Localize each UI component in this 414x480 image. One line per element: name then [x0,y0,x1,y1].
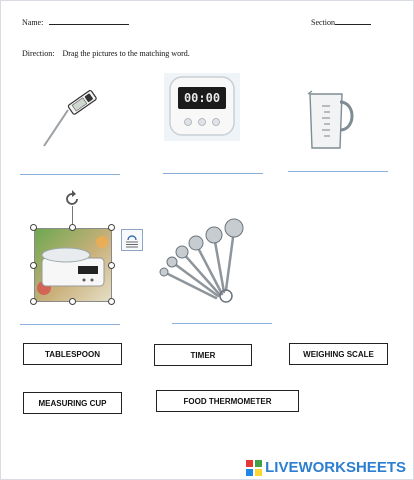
word-box-tablespoon[interactable]: TABLESPOON [23,343,122,365]
word-box-weighing-scale[interactable]: WEIGHING SCALE [289,343,388,365]
word-box-food-thermometer[interactable]: FOOD THERMOMETER [156,390,299,412]
name-row [22,18,129,27]
direction-label: Direction: [22,49,55,58]
measuring-cup-picture[interactable] [300,88,364,154]
timer-display: 00:00 [183,91,221,105]
thermometer-icon [38,88,98,152]
section-blank [335,24,371,25]
name-label: Name: [22,18,44,27]
word-box-measuring-cup[interactable]: MEASURING CUP [23,392,122,414]
tablespoon-picture[interactable] [158,216,248,306]
resize-handle-e[interactable] [108,262,115,269]
resize-handle-nw[interactable] [30,224,37,231]
rotate-handle-icon[interactable] [62,189,82,209]
answer-line-4 [20,324,120,325]
resize-handle-se[interactable] [108,298,115,305]
answer-line-3 [288,171,388,172]
brand-name: LIVEWORKSHEETS [265,459,406,476]
section-label: Section [311,18,335,27]
direction-row [22,49,190,58]
measuring-spoons-icon [158,216,248,306]
thermometer-picture[interactable] [38,88,98,152]
liveworksheets-logo-icon [246,460,262,476]
word-box-timer[interactable]: TIMER [154,344,252,366]
measuring-cup-icon [300,88,364,154]
resize-handle-n[interactable] [69,224,76,231]
direction-text: Drag the pictures to the matching word. [62,49,190,58]
answer-line-5 [172,323,272,324]
resize-handle-ne[interactable] [108,224,115,231]
answer-line-2 [163,173,263,174]
section-row [311,18,371,27]
name-blank [49,24,129,25]
answer-line-1 [20,174,120,175]
timer-picture[interactable] [164,73,240,141]
resize-handle-sw[interactable] [30,298,37,305]
resize-handle-s[interactable] [69,298,76,305]
liveworksheets-logo [246,459,406,476]
selection-box [34,228,112,302]
resize-handle-w[interactable] [30,262,37,269]
layout-options-icon[interactable] [121,229,143,251]
